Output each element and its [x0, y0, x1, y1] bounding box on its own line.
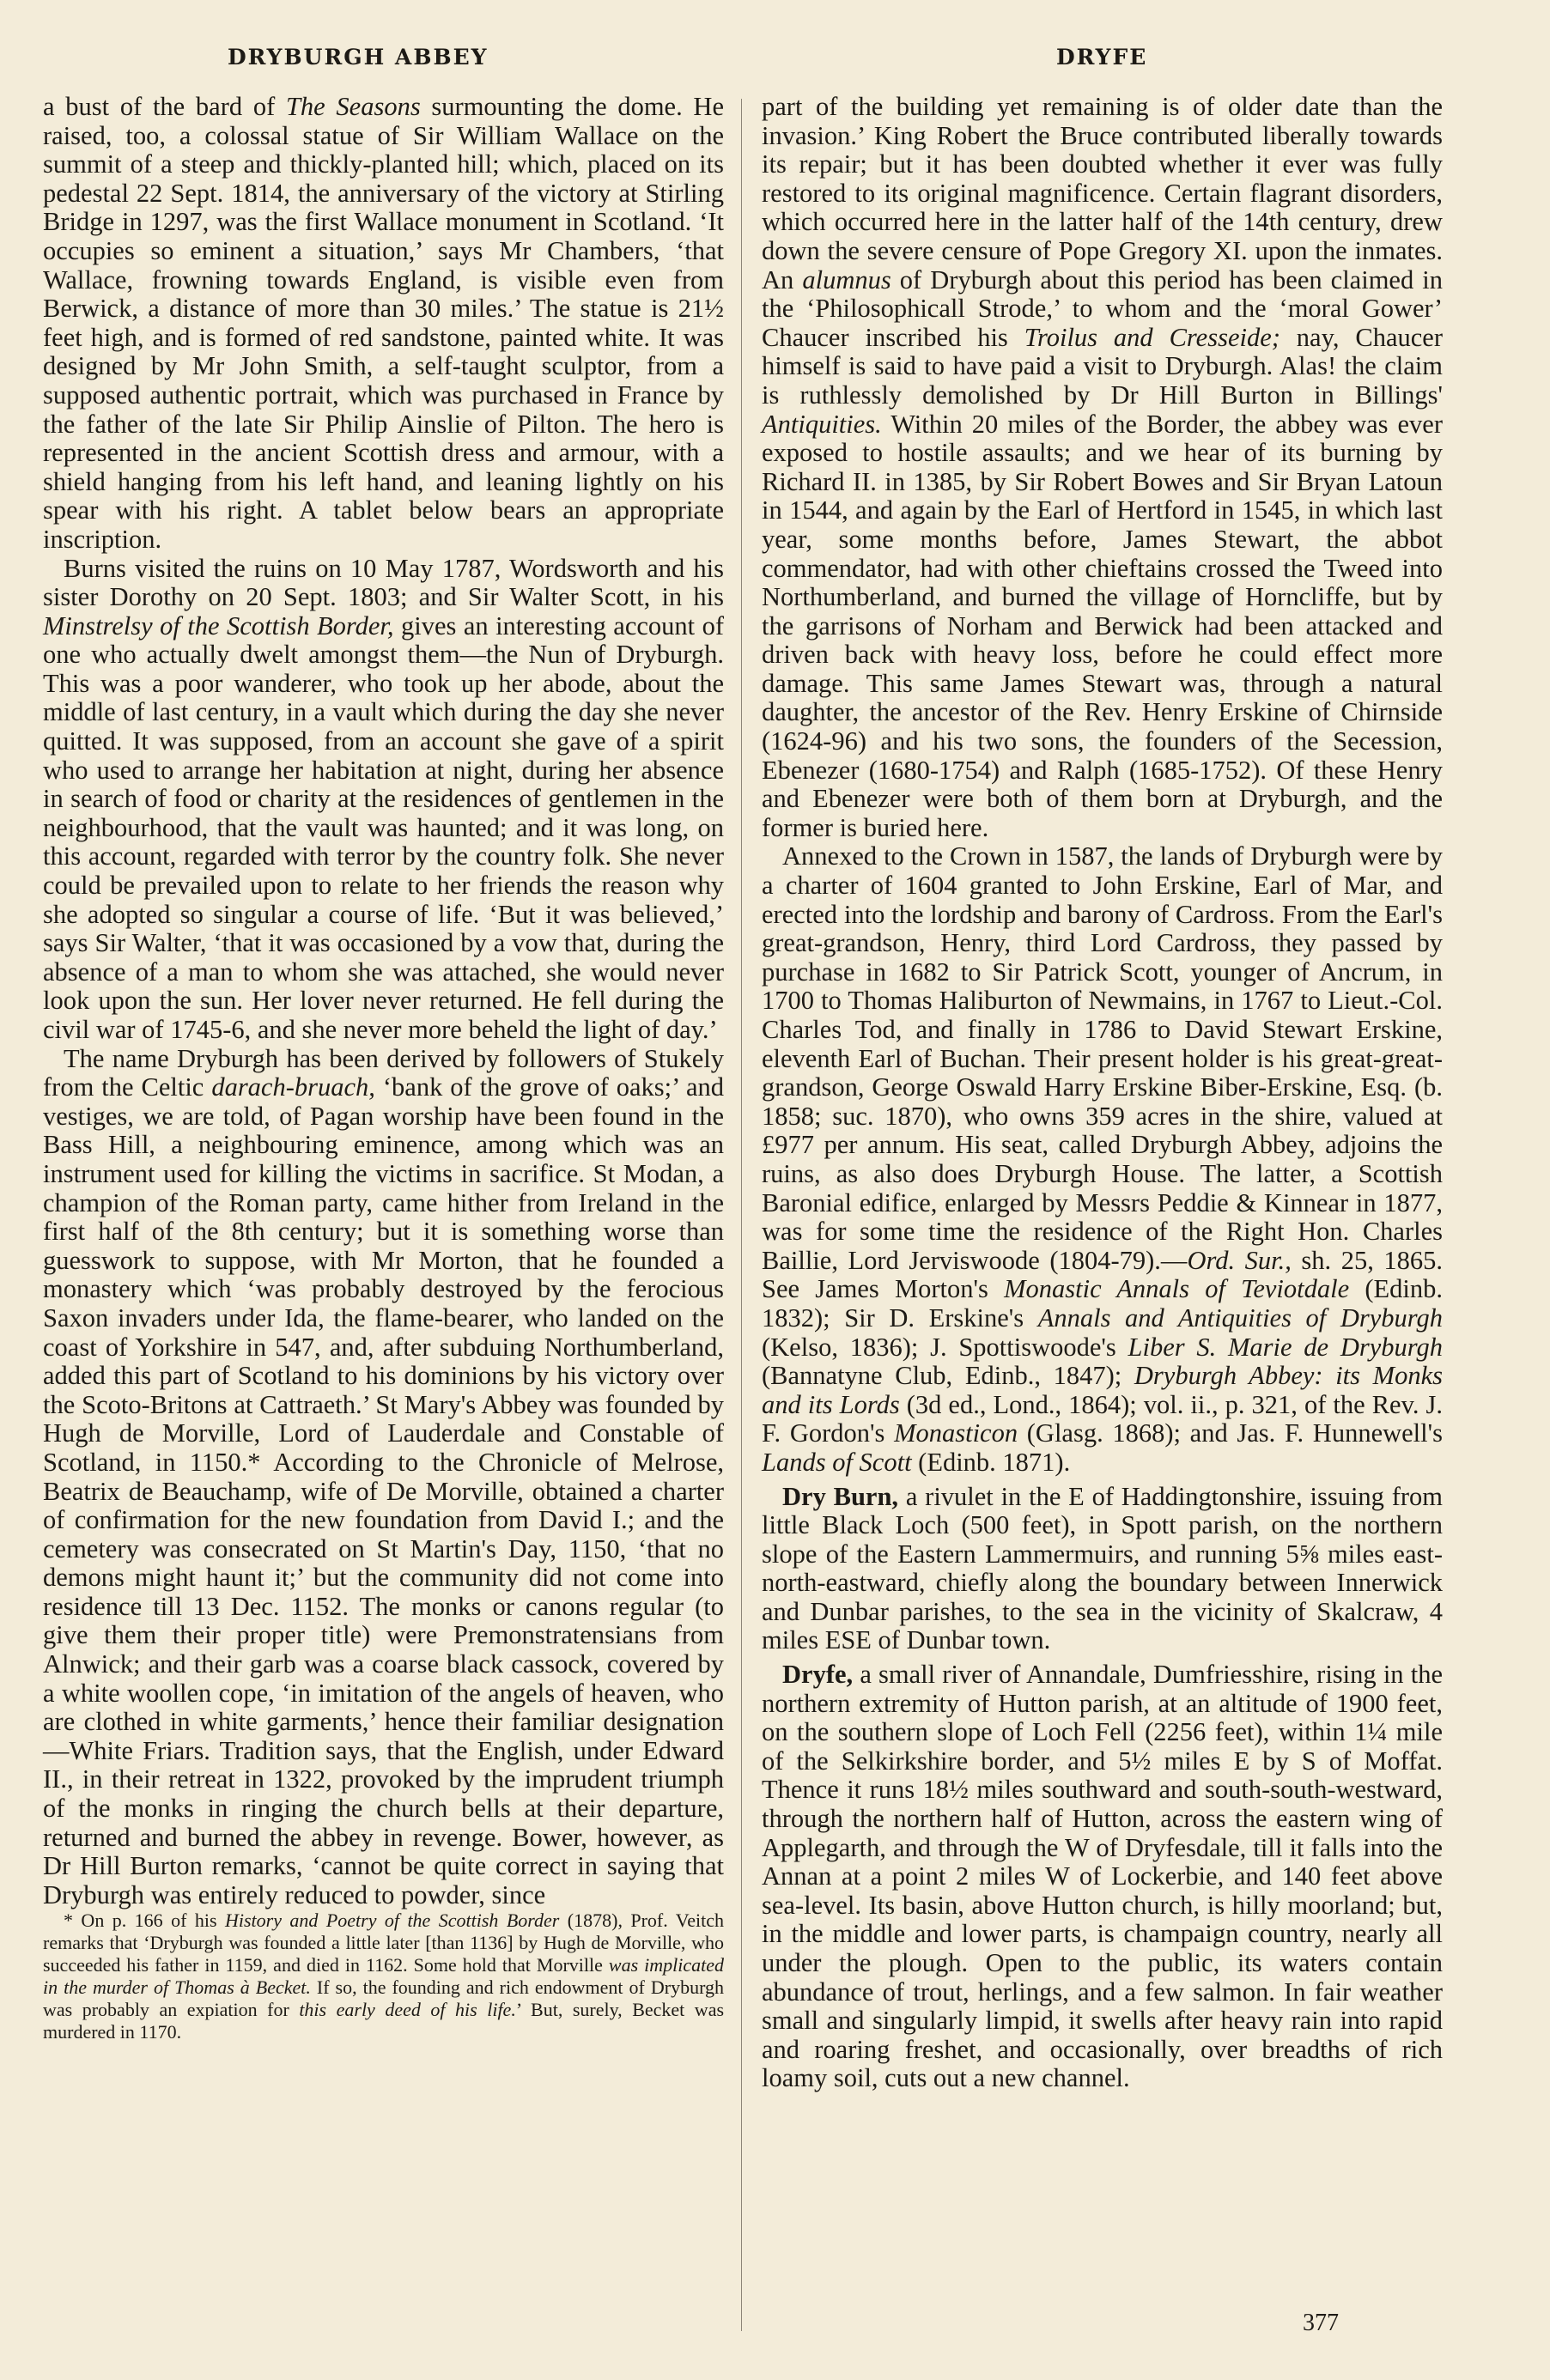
- text-run: (Bannatyne Club, Edinb., 1847);: [762, 1361, 1134, 1391]
- footnote: [43, 1909, 724, 2043]
- paragraph: [43, 1045, 724, 1910]
- running-head-right: DRYFE: [1056, 45, 1148, 70]
- italic-run: alumnus: [802, 264, 891, 294]
- right-column: [762, 93, 1443, 2093]
- text-run: (Edinb. 1832); Sir D. Erskine's: [762, 1274, 1443, 1333]
- text-run: (Kelso, 1836); J. Spottiswoode's: [762, 1332, 1128, 1362]
- italic-run: this early deed of his life.: [299, 1999, 516, 2021]
- paragraph: [43, 555, 724, 1045]
- text-run: nay, Chaucer himself is said to have paid a visit to Dryburgh. Alas! the claim is ruthlessly demolished by Dr Hill Burton in Billings': [762, 322, 1443, 410]
- italic-run: darach-bruach,: [211, 1072, 375, 1102]
- text-run: (Edinb. 1871).: [911, 1447, 1071, 1477]
- headword: Dryfe,: [782, 1660, 854, 1690]
- text-run: (1878), Prof. Veitch remarks that ‘Dryburgh was founded a little later [than 1136] by Hugh de Morville, who succeeded his father in 1159, and died in 1162. Some hold that Morville: [43, 1909, 724, 1976]
- text-run: Annexed to the Crown in 1587, the lands of Dryburgh were by a charter of 1604 granted to John Erskine, Earl of Mar, and erected into the lordship and barony of Cardross. From the Earl's great-grandson, Henry, third Lord Cardross, they passed by purchase in 1682 to Sir Patrick Scott, younger of Ancrum, in 1700 to Thomas Haliburton of Newmains, in 1767 to Lieut.-Col. Charles Tod, and finally in 1786 to David Stewart Erskine, eleventh Earl of Buchan. Their present holder is his great-great-grandson, George Oswald Harry Erskine Biber-Erskine, Esq. (b. 1858; suc. 1870), who owns 359 acres in the shire, valued at £977 per annum. His seat, called Dryburgh Abbey, adjoins the ruins, as also does Dryburgh House. The latter, a Scottish Baronial edifice, enlarged by Messrs Peddie & Kinnear in 1877, was for some time the residence of the Right Hon. Charles Baillie, Lord Jerviswoode (1804-79).—: [762, 841, 1443, 1275]
- paragraph: [762, 93, 1443, 842]
- text-run: a bust of the bard of: [43, 92, 286, 121]
- italic-run: Dryburgh Abbey: its Monks and its Lords: [762, 1361, 1443, 1419]
- text-run: If so, the founding and rich endowment of Dryburgh was probably an expiation for: [43, 1976, 725, 2021]
- entry-dryfe: [762, 1661, 1443, 2093]
- text-run: gives an interesting account of one who actually dwelt amongst them—the Nun of Dryburgh. This was a poor wanderer, who took up her abode, about the middle of last century, in a vault which during the day she never quitted. It was supposed, from an account she gave of a spirit who used to arrange her habitation at night, during her absence in search of food or charity at the residences of gentlemen in the neighbourhood, that the vault was haunted; and it was long, on this account, regarded with terror by the country folk. She never could be prevailed upon to relate to her friends the reason why she adopted so singular a course of life. ‘But it was believed,’ says Sir Walter, ‘that it was occasioned by a vow that, during the absence of a man to whom she was attached, she would never look upon the sun. Her lover never returned. He fell during the civil war of 1745-6, and she never more beheld the light of day.’: [43, 610, 724, 1044]
- text-run: ’ But, surely, Becket was murdered in 1170.: [43, 1999, 725, 2043]
- left-column: [43, 93, 724, 2043]
- text-run: Within 20 miles of the Border, the abbey was ever exposed to hostile assaults; and we hear of its burning by Richard II. in 1385, by Sir Robert Bowes and Sir Bryan Latoun in 1544, and again by the Earl of Hertford in 1545, in which last year, some months before, James Stewart, the abbot commendator, had with other chieftains crossed the Tweed into Northumberland, and burned the village of Horncliffe, but by the garrisons of Norham and Berwick had been attacked and driven back with heavy loss, before he could effect more damage. This same James Stewart was, through a natural daughter, the ancestor of the Rev. Henry Erskine of Chirnside (1624-96) and his two sons, the founders of the Secession, Ebenezer (1680-1754) and Ralph (1685-1752). Of these Henry and Ebenezer were both of them born at Dryburgh, and the former is buried here.: [762, 409, 1443, 842]
- italic-run: Monastic Annals of Teviotdale: [1004, 1274, 1350, 1304]
- text-run: a rivulet in the E of Haddingtonshire, issuing from little Black Loch (500 feet), in Spott parish, on the northern slope of the Eastern Lammermuirs, and running 5⅝ miles east-north-eastward, chiefly along the boundary between Innerwick and Dunbar parishes, to the sea in the vicinity of Skalcraw, 4 miles ESE of Dunbar town.: [762, 1481, 1443, 1655]
- italic-run: Antiquities.: [762, 409, 882, 439]
- text-run: part of the building yet remaining is of older date than the invasion.’ King Robert the Bruce contributed liberally towards its repair; but it has been doubted whether it ever was fully restored to its original magnificence. Certain flagrant disorders, which occurred here in the latter half of the 14th century, drew down the severe censure of Pope Gregory XI. upon the inmates. An: [762, 92, 1443, 294]
- italic-run: Troilus and Cresseide;: [1024, 322, 1280, 352]
- italic-run: Annals and Antiquities of Dryburgh: [1037, 1302, 1443, 1333]
- italic-run: Liber S. Marie de Dryburgh: [1128, 1332, 1443, 1362]
- running-head-left: DRYBURGH ABBEY: [228, 45, 489, 70]
- text-run: * On p. 166 of his: [64, 1909, 225, 1932]
- italic-run: was implicated in the murder of Thomas à Becket.: [43, 1954, 724, 1999]
- text-run: (3d ed., Lond., 1864); vol. ii., p. 321, of the Rev. J. F. Gordon's: [762, 1389, 1443, 1448]
- paragraph: [762, 842, 1443, 1477]
- text-run: ‘bank of the grove of oaks;’ and vestiges, we are told, of Pagan worship have been found in the Bass Hill, a neighbouring eminence, among which was an instrument used for killing the victims in sacrifice. St Modan, a champion of the Roman party, came hither from Ireland in the first half of the 8th century; but it is something worse than guesswork to suppose, with Mr Morton, that he founded a monastery which ‘was probably destroyed by the ferocious Saxon invaders under Ida, the flame-bearer, who landed on the coast of Yorkshire in 547, and, after subduing Northumberland, added this part of Scotland to his dominions by his victory over the Scoto-Britons at Cattraeth.’ St Mary's Abbey was founded by Hugh de Morville, Lord of Lauderdale and Constable of Scotland, in 1150.* According to the Chronicle of Melrose, Beatrix de Beauchamp, wife of De Morville, obtained a charter of confirmation for the new foundation from David I.; and the cemetery was consecrated on St Martin's Day, 1150, ‘that no demons might haunt it;’ but the community did not come into residence till 13 Dec. 1152. The monks or canons regular (to give them their proper title) were Premonstratensians from Alnwick; and their garb was a coarse black cassock, covered by a white woollen cope, ‘in imitation of the angels of heaven, who are clothed in white garments,’ hence their familiar designation—White Friars. Tradition says, that the English, under Edward II., in their retreat in 1322, provoked by the imprudent triumph of the monks in ringing the church bells at their departure, returned and burned the abbey in revenge. Bower, however, as Dr Hill Burton remarks, ‘cannot be quite correct in saying that Dryburgh was entirely reduced to powder, since: [43, 1072, 724, 1909]
- italic-run: Ord. Sur.,: [1187, 1245, 1292, 1275]
- entry-dry-burn: [762, 1483, 1443, 1656]
- text-run: surmounting the dome. He raised, too, a colossal statue of Sir William Wallace on the summit of a steep and thickly-planted hill; which, placed on its pedestal 22 Sept. 1814, the anniversary of the victory at Stirling Bridge in 1297, was the first Wallace monument in Scotland. ‘It occupies so eminent a situation,’ says Mr Chambers, ‘that Wallace, frowning towards England, is visible even from Berwick, a distance of more than 30 miles.’ The statue is 21½ feet high, and is formed of red sandstone, painted white. It was designed by Mr John Smith, a self-taught sculptor, from a supposed authentic portrait, which was purchased in France by the father of the late Sir Philip Ainslie of Pilton. The hero is represented in the ancient Scottish dress and armour, with a shield hanging from his left hand, and leaning lightly on his spear with his right. A tablet below bears an appropriate inscription.: [43, 92, 724, 554]
- text-run: of Dryburgh about this period has been claimed in the ‘Philosophicall Strode,’ to whom and the ‘moral Gower’ Chaucer inscribed his: [762, 264, 1443, 352]
- italic-run: Minstrelsy of the Scottish Border,: [43, 610, 394, 641]
- italic-run: Monasticon: [894, 1418, 1018, 1448]
- text-run: a small river of Annandale, Dumfriesshire, rising in the northern extremity of Hutton parish, at an altitude of 1900 feet, on the southern slope of Loch Fell (2256 feet), within 1¼ mile of the Selkirkshire border, and 5½ miles E by S of Moffat. Thence it runs 18½ miles southward and south-south-westward, through the northern half of Hutton, across the eastern wing of Applegarth, and through the W of Dryfesdale, till it falls into the Annan at a point 2 miles W of Lockerbie, and 140 feet above sea-level. Its basin, above Hutton church, is hilly moorland; but, in the middle and lower parts, is champaign country, nearly all under the plough. Open to the public, its waters contain abundance of trout, herlings, and a few salmon. In fair weather small and singularly limpid, it swells after heavy rain into rapid and roaring freshet, and occasionally, over breadths of rich loamy soil, cuts out a new channel.: [762, 1660, 1443, 2093]
- italic-run: The Seasons: [285, 92, 421, 121]
- text-run: sh. 25, 1865. See James Morton's: [762, 1245, 1444, 1304]
- text-run: (Glasg. 1868); and Jas. F. Hunnewell's: [1018, 1418, 1443, 1448]
- italic-run: Lands of Scott: [762, 1447, 912, 1477]
- text-run: Burns visited the ruins on 10 May 1787, Wordsworth and his sister Dorothy on 20 Sept. 1803; and Sir Walter Scott, in his: [43, 553, 724, 612]
- paragraph: [43, 93, 724, 555]
- column-rule: [741, 99, 742, 2331]
- headword: Dry Burn,: [782, 1481, 899, 1511]
- italic-run: History and Poetry of the Scottish Border: [224, 1909, 560, 1932]
- text-run: The name Dryburgh has been derived by followers of Stukely from the Celtic: [43, 1043, 724, 1102]
- page-number: 377: [1303, 2310, 1339, 2336]
